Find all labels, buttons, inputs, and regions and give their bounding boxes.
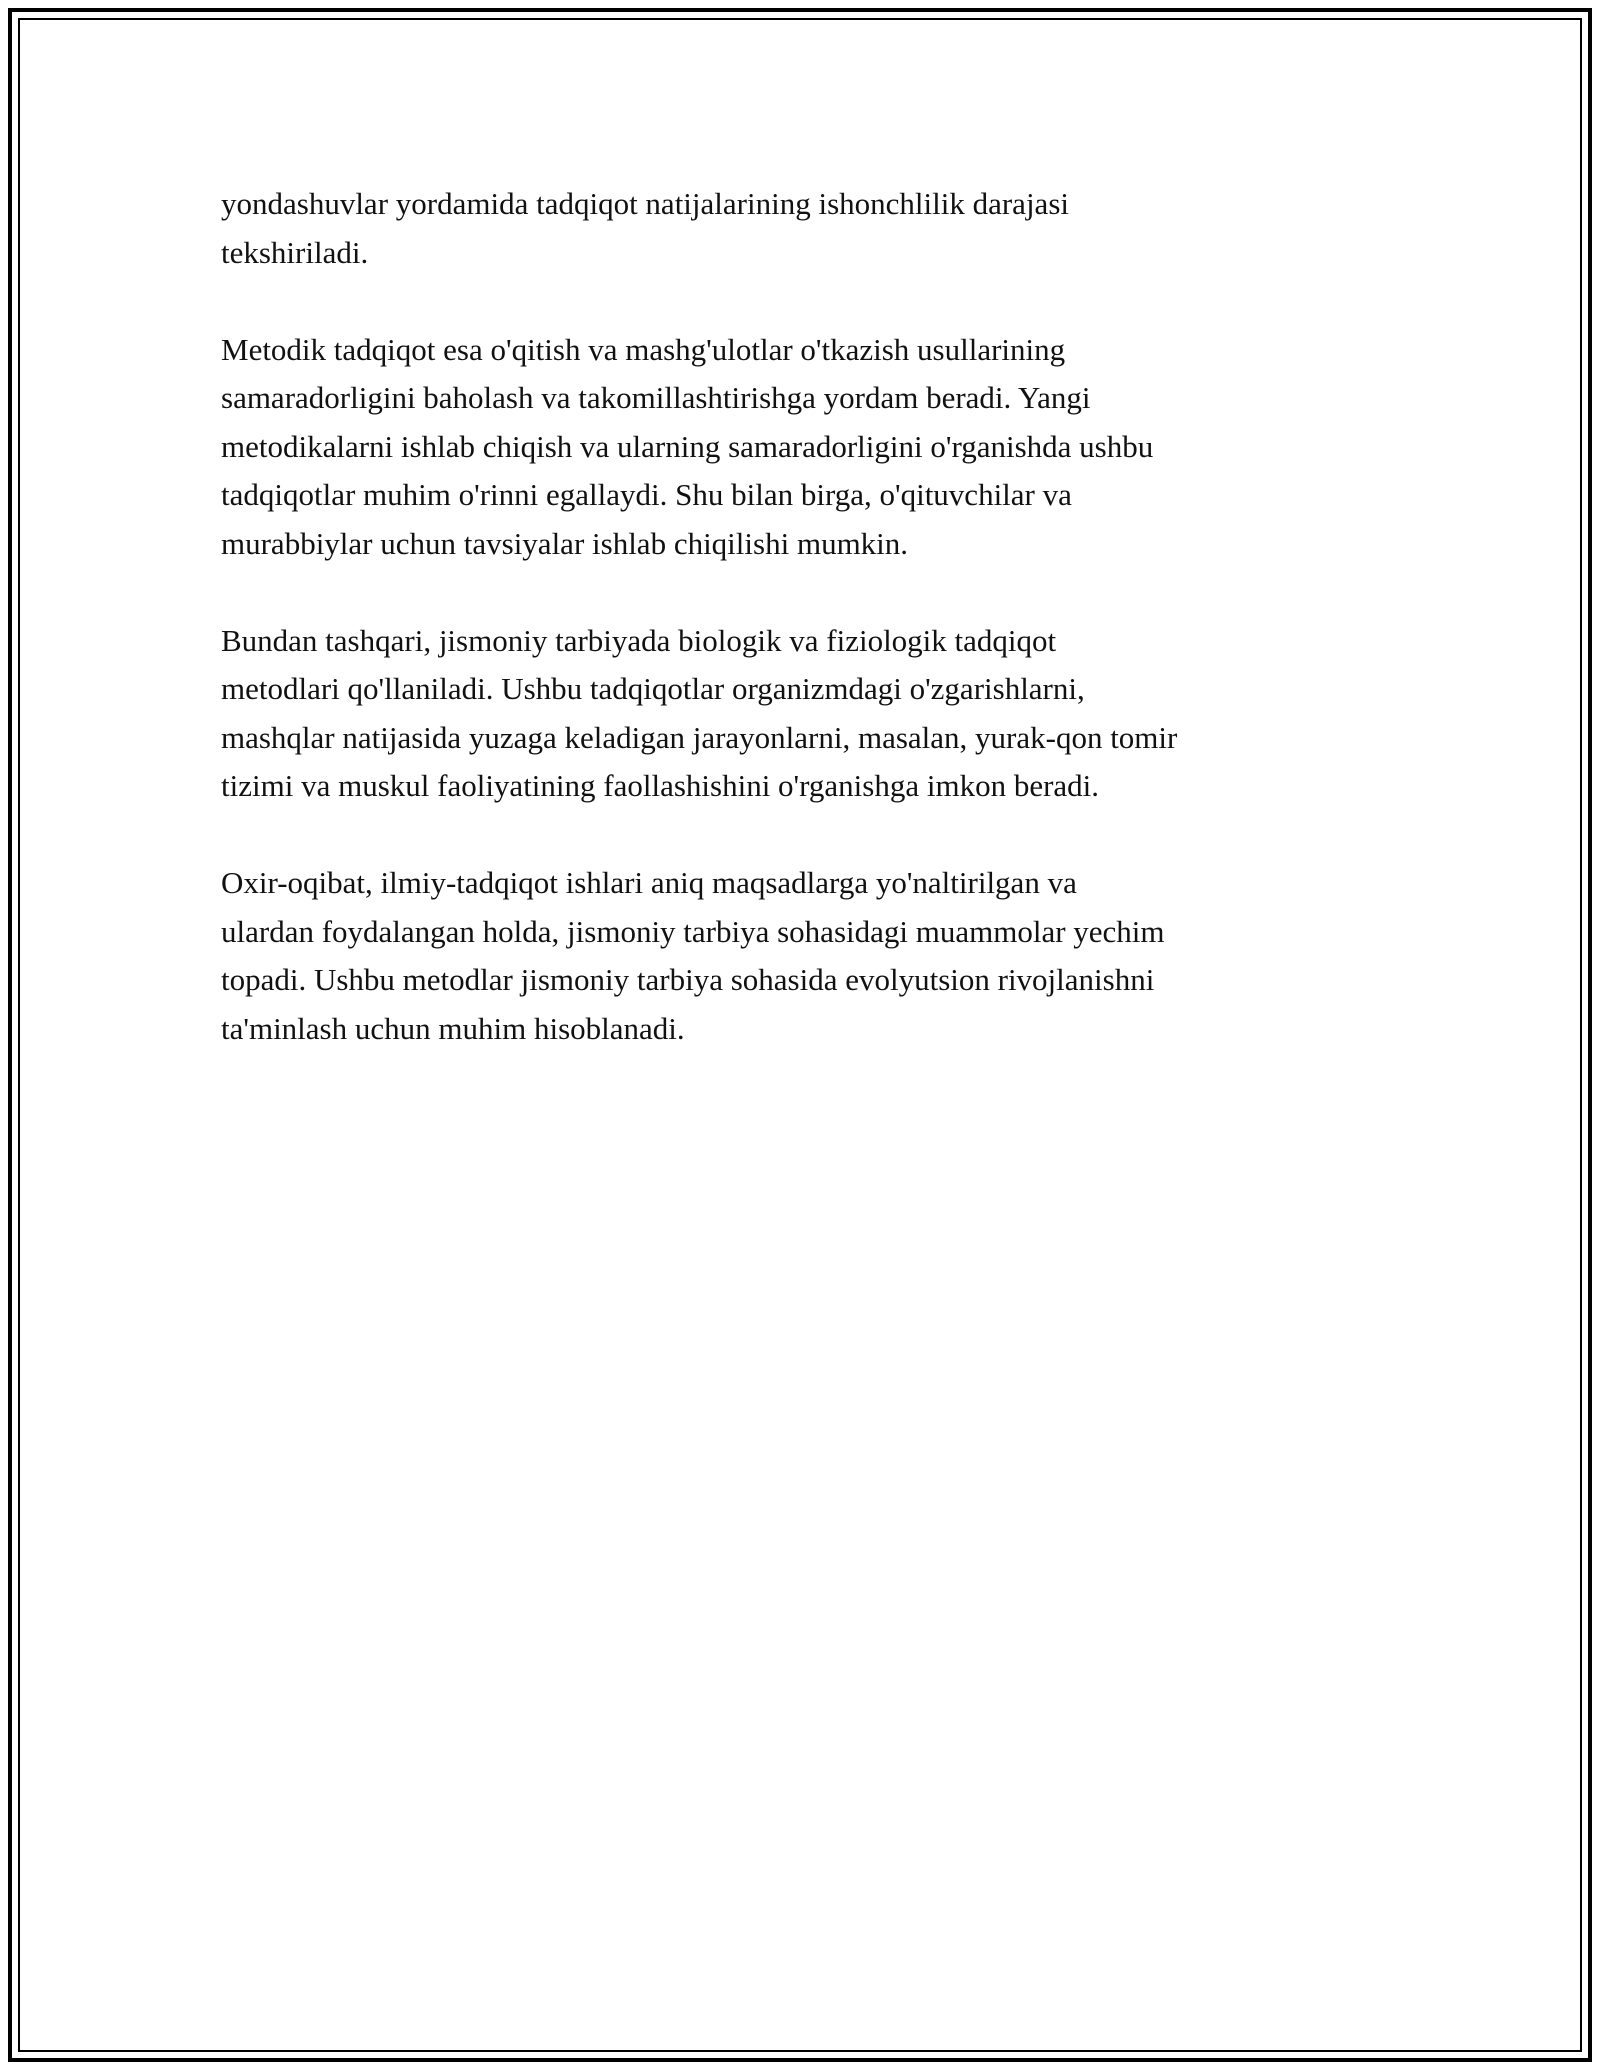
- paragraph-2: Metodik tadqiqot esa o'qitish va mashg'ulotlar o'tkazish usullarining samaradorligini baholash va takomillashtirishga yordam beradi. Yangi metodikalarni ishlab chiqish va ularning samaradorligini o'rganishda ushbu tadqiqotlar muhim o'rinni egallaydi. Shu bilan birga, o'qituvchilar va murabbiylar uchun tavsiyalar ishlab chiqilishi mumkin.: [221, 331, 1154, 561]
- document-body: [221, 180, 1381, 1102]
- paragraph-1: yondashuvlar yordamida tadqiqot natijalarining ishonchlilik darajasi tekshiriladi.: [221, 186, 1069, 270]
- paragraph-3: Bundan tashqari, jismoniy tarbiyada biologik va fiziologik tadqiqot metodlari qo'llaniladi. Ushbu tadqiqotlar organizmdagi o'zgarishlarni, mashqlar natijasida yuzaga keladigan jarayonlarni, masalan, yurak-qon tomir tizimi va muskul faoliyatining faollashishini o'rganishga imkon beradi.: [221, 622, 1178, 803]
- paragraph-4: Oxir-oqibat, ilmiy-tadqiqot ishlari aniq maqsadlarga yo'naltirilgan va ulardan foydalangan holda, jismoniy tarbiya sohasidagi muammolar yechim topadi. Ushbu metodlar jismoniy tarbiya sohasida evolyutsion rivojlanishni ta'minlash uchun muhim hisoblanadi.: [221, 865, 1165, 1046]
